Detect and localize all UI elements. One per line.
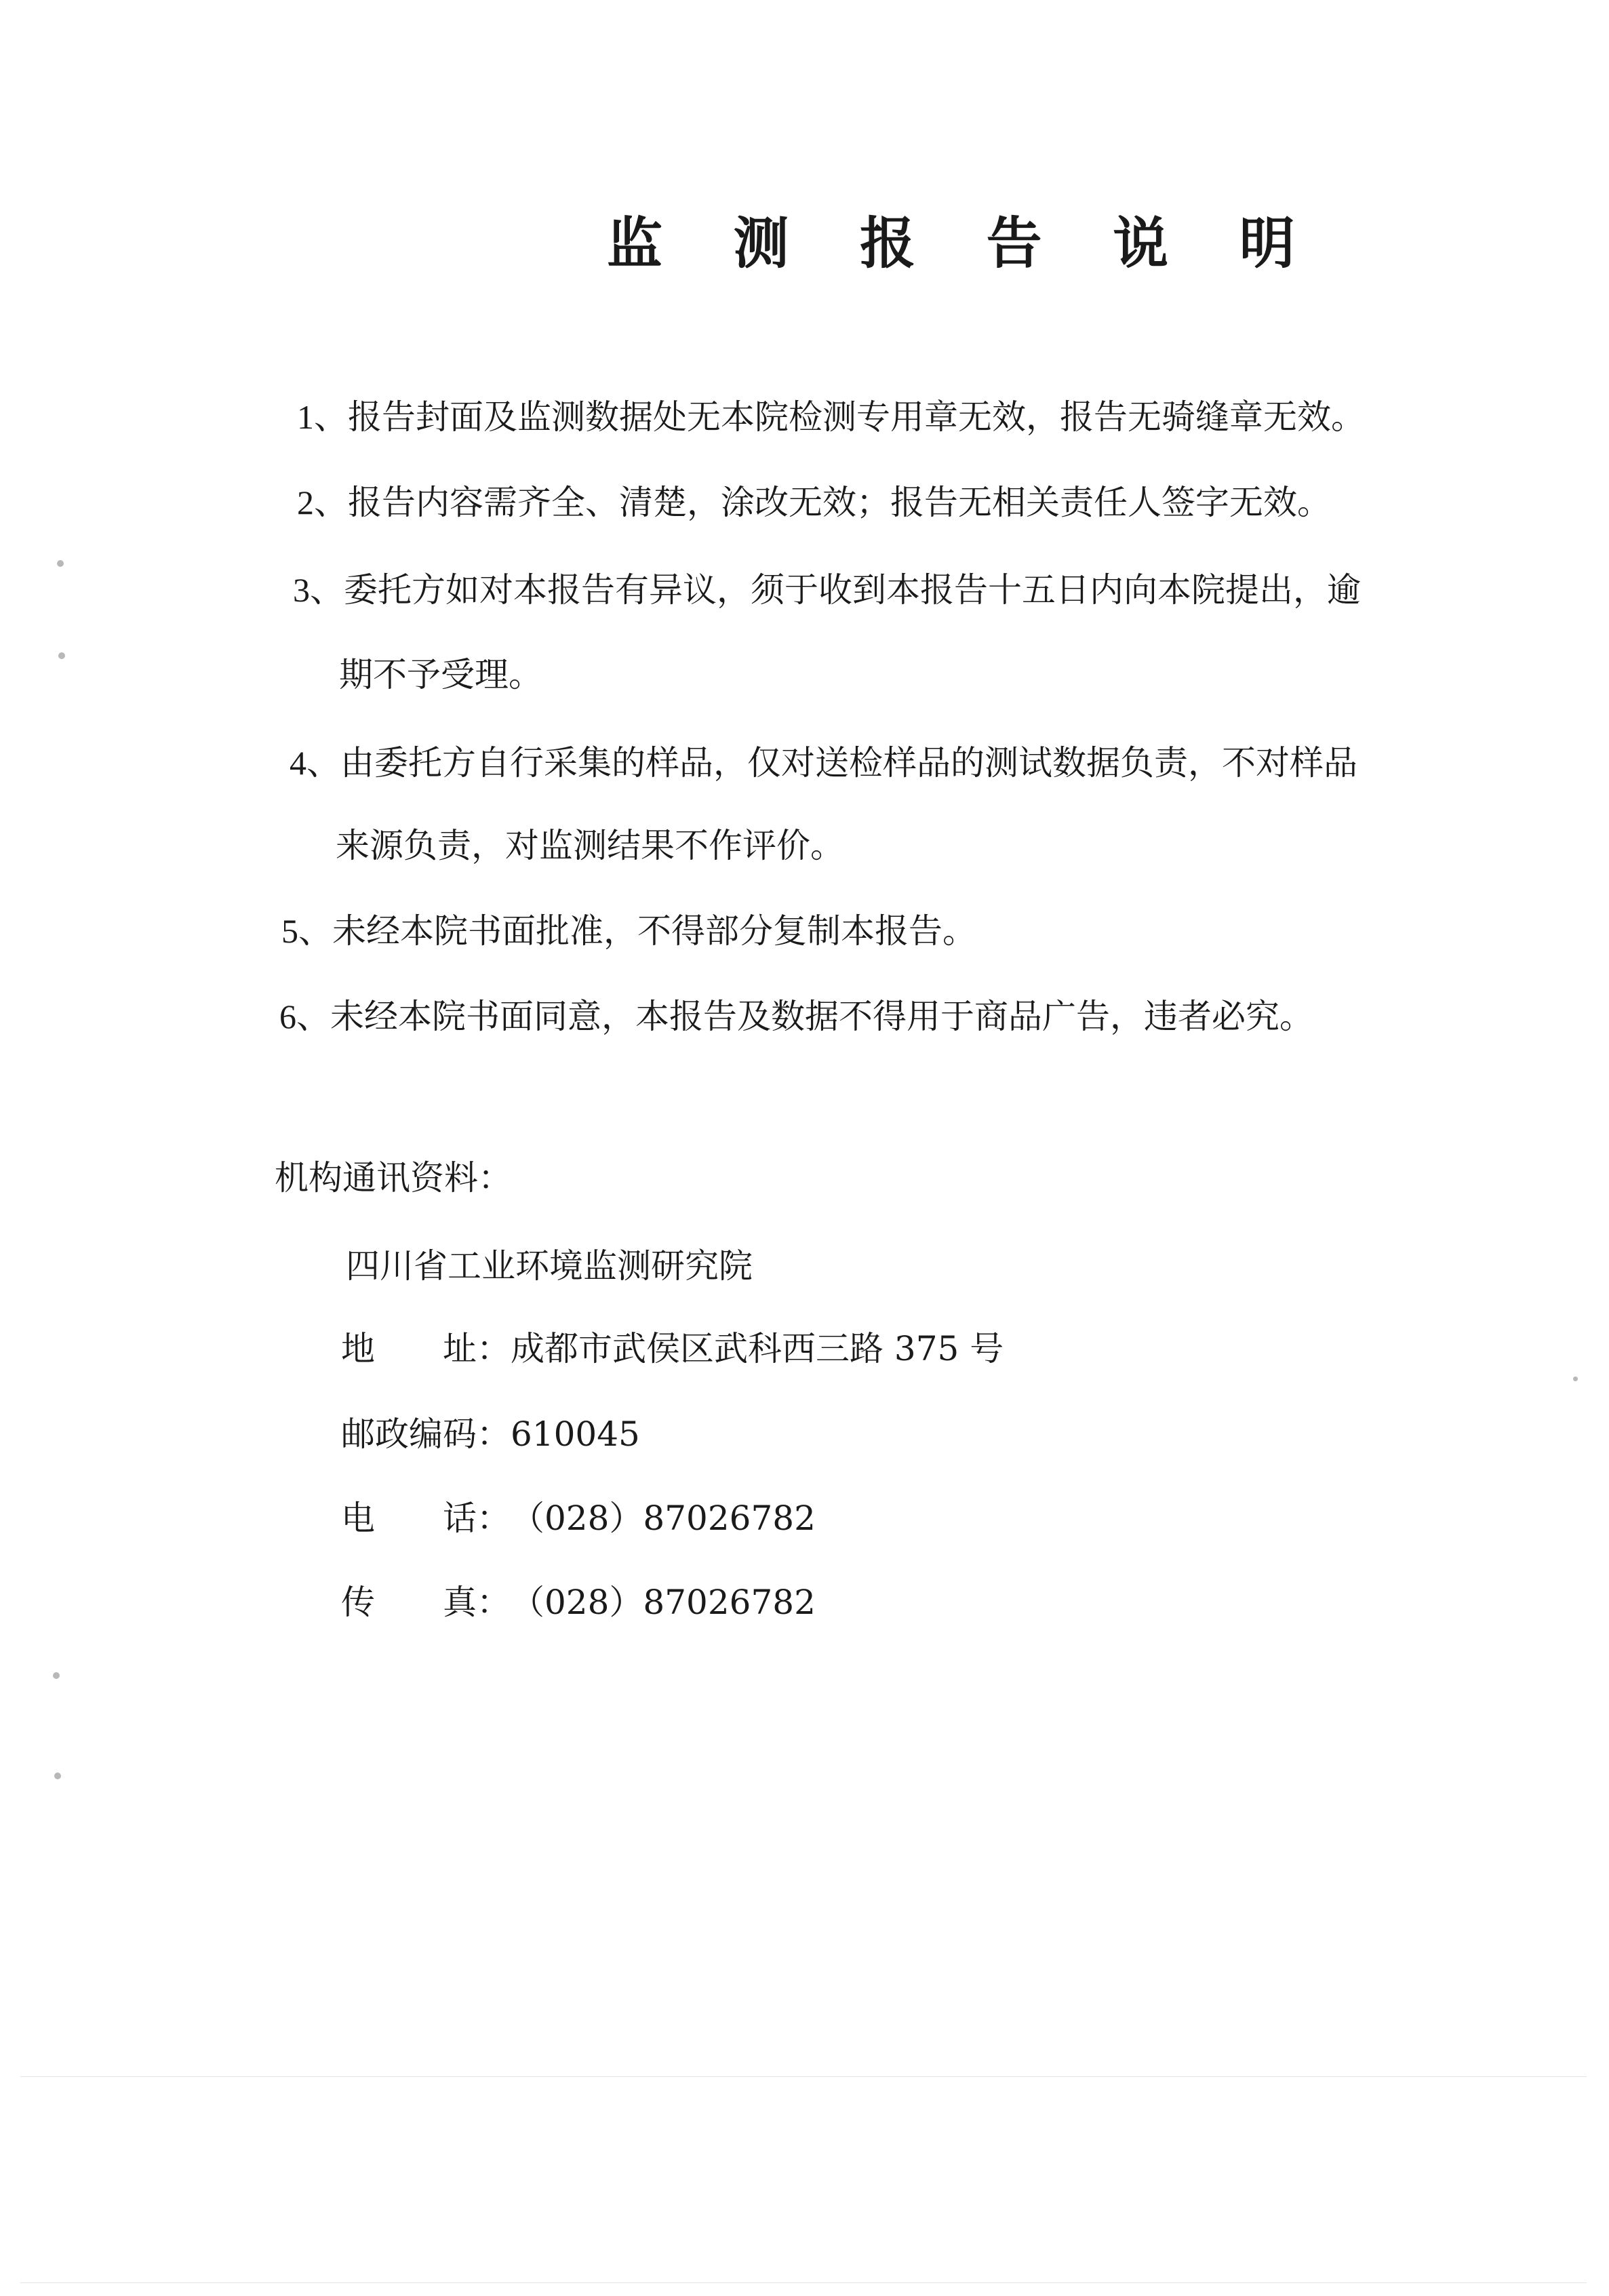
item-text: 报告内容需齐全、清楚，涂改无效；报告无相关责任人签字无效。 bbox=[348, 483, 1331, 522]
address-value: 成都市武侯区武科西三路 375 号 bbox=[511, 1329, 1004, 1368]
scan-edge-line bbox=[20, 2282, 1587, 2283]
fax-label: 传 真： bbox=[341, 1583, 511, 1622]
item-number: 5、 bbox=[281, 912, 332, 950]
notice-item-2 bbox=[297, 483, 1331, 522]
postcode-row bbox=[341, 1414, 640, 1454]
phone-value: （028）87026782 bbox=[511, 1499, 816, 1538]
scan-speck bbox=[1573, 1377, 1578, 1381]
notice-item-1 bbox=[297, 397, 1365, 437]
postcode-label: 邮政编码： bbox=[341, 1414, 511, 1454]
address-row bbox=[341, 1329, 1004, 1368]
item-number: 4、 bbox=[290, 744, 340, 782]
phone-row bbox=[341, 1499, 816, 1538]
scan-speck bbox=[53, 1672, 60, 1679]
item-number: 1、 bbox=[297, 398, 348, 436]
phone-label: 电 话： bbox=[341, 1499, 511, 1538]
item-text: 报告封面及监测数据处无本院检测专用章无效，报告无骑缝章无效。 bbox=[348, 397, 1365, 437]
notice-item-3-continuation: 期不予受理。 bbox=[339, 655, 542, 694]
scan-speck bbox=[54, 1773, 61, 1779]
fax-value: （028）87026782 bbox=[511, 1583, 816, 1622]
address-label: 地 址： bbox=[341, 1329, 511, 1368]
notice-item-4 bbox=[290, 743, 1357, 783]
notice-item-3 bbox=[293, 570, 1361, 610]
notice-item-4-continuation: 来源负责，对监测结果不作评价。 bbox=[336, 826, 844, 865]
contact-heading: 机构通讯资料： bbox=[275, 1158, 512, 1198]
notice-item-6 bbox=[279, 997, 1313, 1036]
fax-row bbox=[341, 1583, 816, 1622]
scan-speck bbox=[57, 560, 64, 567]
scan-speck bbox=[58, 652, 65, 659]
item-text: 未经本院书面同意，本报告及数据不得用于商品广告，违者必究。 bbox=[330, 997, 1313, 1036]
organization-name: 四川省工业环境监测研究院 bbox=[346, 1246, 753, 1286]
item-text: 由委托方自行采集的样品，仅对送检样品的测试数据负责，不对样品 bbox=[340, 743, 1357, 783]
item-text: 委托方如对本报告有异议，须于收到本报告十五日内向本院提出，逾 bbox=[344, 570, 1361, 610]
item-number: 3、 bbox=[293, 571, 344, 609]
notice-item-5 bbox=[281, 911, 976, 951]
item-text: 未经本院书面批准，不得部分复制本报告。 bbox=[332, 911, 976, 951]
document-title: 监 测 报 告 说 明 bbox=[607, 211, 1321, 276]
postcode-value: 610045 bbox=[511, 1414, 640, 1454]
scan-edge-line bbox=[20, 2076, 1587, 2077]
item-number: 6、 bbox=[279, 997, 330, 1035]
item-number: 2、 bbox=[297, 483, 348, 521]
